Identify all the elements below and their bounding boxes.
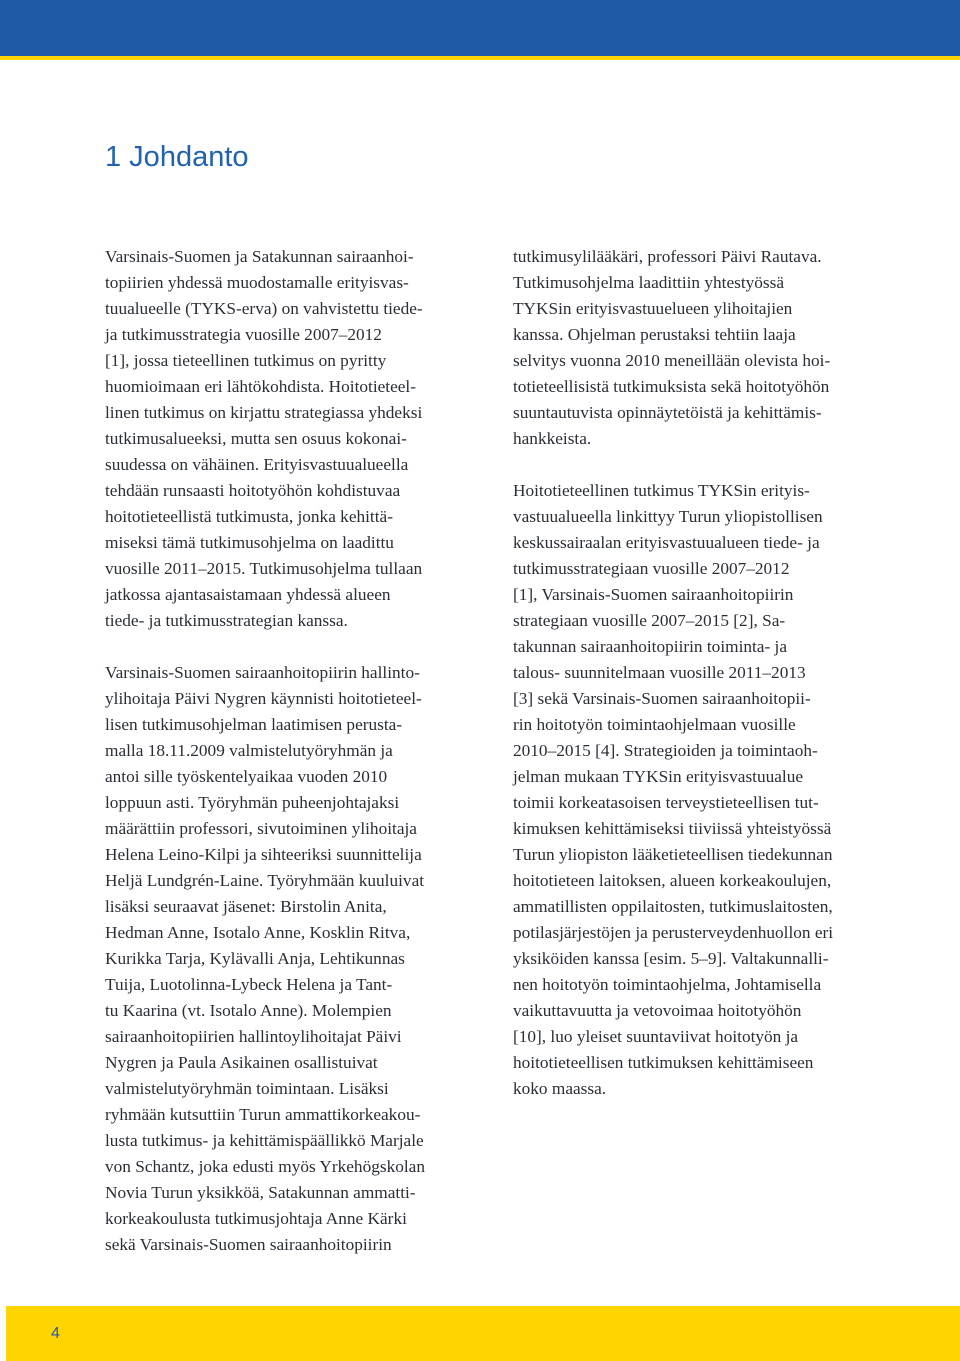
text-line: [10], luo yleiset suuntaviivat hoitotyön ja xyxy=(513,1027,799,1046)
text-line: von Schantz, joka edusti myös Yrkehögskolan xyxy=(105,1157,425,1176)
paragraph xyxy=(105,244,485,634)
text-line: 2010–2015 [4]. Strategioiden ja toimintaoh- xyxy=(513,741,818,760)
text-line: rin hoitotyön toimintaohjelmaan vuosille xyxy=(513,715,796,734)
text-line: [1], jossa tieteellinen tutkimus on pyritty xyxy=(105,351,387,370)
paragraph-gap xyxy=(513,452,893,478)
text-line: suudessa on vähäinen. Erityisvastuualueella xyxy=(105,455,409,474)
paragraph xyxy=(105,660,485,1258)
text-line: totieteellisistä tutkimuksista sekä hoitotyöhön xyxy=(513,377,830,396)
text-line: Varsinais-Suomen sairaanhoitopiirin hallinto- xyxy=(105,663,420,682)
text-line: sairaanhoitopiirien hallintoylihoitajat Päivi xyxy=(105,1027,402,1046)
text-line: Heljä Lundgrén-Laine. Työryhmään kuuluivat xyxy=(105,871,425,890)
page-number: 4 xyxy=(51,1325,60,1342)
text-line: hoitotieteellisen tutkimuksen kehittämiseen xyxy=(513,1053,814,1072)
text-line: ammatillisten oppilaitosten, tutkimuslaitosten, xyxy=(513,897,833,916)
text-line: valmistelutyöryhmän toimintaan. Lisäksi xyxy=(105,1079,389,1098)
paragraph xyxy=(513,244,893,452)
right-column xyxy=(513,244,893,1102)
text-line: takunnan sairaanhoitopiirin toiminta- ja xyxy=(513,637,788,656)
text-line: hoitotieteen laitoksen, alueen korkeakoulujen, xyxy=(513,871,832,890)
text-line: lusta tutkimus- ja kehittämispäällikkö Marjale xyxy=(105,1131,424,1150)
text-line: tutkimusalueeksi, mutta sen osuus kokonai- xyxy=(105,429,407,448)
paragraph xyxy=(513,478,893,1102)
text-line: ryhmään kutsuttiin Turun ammattikorkeakou- xyxy=(105,1105,421,1124)
text-line: ylihoitaja Päivi Nygren käynnisti hoitotieteel- xyxy=(105,689,422,708)
left-column xyxy=(105,244,485,1258)
text-line: Helena Leino-Kilpi ja sihteeriksi suunnittelija xyxy=(105,845,422,864)
text-line: malla 18.11.2009 valmistelutyöryhmän ja xyxy=(105,741,393,760)
text-line: potilasjärjestöjen ja perusterveydenhuollon eri xyxy=(513,923,834,942)
text-line: hoitotieteellistä tutkimusta, jonka kehittä- xyxy=(105,507,393,526)
text-line: sekä Varsinais-Suomen sairaanhoitopiirin xyxy=(105,1235,392,1254)
text-line: hankkeista. xyxy=(513,429,592,448)
text-line: Turun yliopiston lääketieteellisen tiedekunnan xyxy=(513,845,833,864)
text-line: Novia Turun yksikköä, Satakunnan ammatti- xyxy=(105,1183,416,1202)
paragraph-gap xyxy=(105,634,485,660)
text-line: Tuija, Luotolinna-Lybeck Helena ja Tant- xyxy=(105,975,393,994)
text-line: ja tutkimusstrategia vuosille 2007–2012 xyxy=(105,325,382,344)
text-line: loppuun asti. Työryhmän puheenjohtajaksi xyxy=(105,793,400,812)
text-line: Varsinais-Suomen ja Satakunnan sairaanhoi- xyxy=(105,247,414,266)
text-line: koko maassa. xyxy=(513,1079,607,1098)
text-line: huomioimaan eri lähtökohdista. Hoitotieteel- xyxy=(105,377,416,396)
text-line: Hoitotieteellinen tutkimus TYKSin erityis- xyxy=(513,481,810,500)
text-line: tutkimusstrategiaan vuosille 2007–2012 xyxy=(513,559,790,578)
text-line: Nygren ja Paula Asikainen osallistuivat xyxy=(105,1053,378,1072)
text-line: antoi sille työskentelyaikaa vuoden 2010 xyxy=(105,767,388,786)
text-line: lisäksi seuraavat jäsenet: Birstolin Anita, xyxy=(105,897,387,916)
text-line: keskussairaalan erityisvastuualueen tiede- ja xyxy=(513,533,820,552)
header-band xyxy=(0,0,960,56)
text-line: tehdään runsaasti hoitotyöhön kohdistuvaa xyxy=(105,481,401,500)
header-accent-line xyxy=(0,56,960,60)
text-line: nen hoitotyön toimintaohjelma, Johtamisella xyxy=(513,975,822,994)
text-line: [3] sekä Varsinais-Suomen sairaanhoitopii- xyxy=(513,689,811,708)
footer-band xyxy=(6,1306,960,1361)
text-line: vuosille 2011–2015. Tutkimusohjelma tullaan xyxy=(105,559,423,578)
text-line: TYKSin erityisvastuuelueen ylihoitajien xyxy=(513,299,793,318)
text-line: Tutkimusohjelma laadittiin yhtestyössä xyxy=(513,273,785,292)
text-line: yksiköiden kanssa [esim. 5–9]. Valtakunnalli- xyxy=(513,949,829,968)
text-line: topiirien yhdessä muodostamalle erityisvas- xyxy=(105,273,409,292)
text-line: tutkimusylilääkäri, professori Päivi Rautava. xyxy=(513,247,822,266)
text-line: jelman mukaan TYKSin erityisvastuualue xyxy=(513,767,804,786)
text-line: kimuksen kehittämiseksi tiiviissä yhteistyössä xyxy=(513,819,832,838)
text-line: Hedman Anne, Isotalo Anne, Kosklin Ritva, xyxy=(105,923,411,942)
text-line: Kurikka Tarja, Kylävalli Anja, Lehtikunnas xyxy=(105,949,405,968)
text-line: määrättiin professori, sivutoiminen ylihoitaja xyxy=(105,819,417,838)
text-line: kanssa. Ohjelman perustaksi tehtiin laaja xyxy=(513,325,796,344)
text-line: toimii korkeatasoisen terveystieteellisen tut- xyxy=(513,793,819,812)
text-line: jatkossa ajantasaistamaan yhdessä alueen xyxy=(105,585,391,604)
chapter-heading: 1 Johdanto xyxy=(105,141,249,173)
text-line: [1], Varsinais-Suomen sairaanhoitopiirin xyxy=(513,585,794,604)
text-line: tiede- ja tutkimusstrategian kanssa. xyxy=(105,611,348,630)
text-line: talous- suunnitelmaan vuosille 2011–2013 xyxy=(513,663,806,682)
text-line: suuntautuvista opinnäytetöistä ja kehittämis- xyxy=(513,403,822,422)
text-line: tuualueelle (TYKS-erva) on vahvistettu tiede- xyxy=(105,299,423,318)
text-line: korkeakoulusta tutkimusjohtaja Anne Kärki xyxy=(105,1209,407,1228)
text-line: strategiaan vuosille 2007–2015 [2], Sa- xyxy=(513,611,786,630)
text-line: linen tutkimus on kirjattu strategiassa yhdeksi xyxy=(105,403,423,422)
text-line: vaikuttavuutta ja vetovoimaa hoitotyöhön xyxy=(513,1001,802,1020)
text-line: miseksi tämä tutkimusohjelma on laadittu xyxy=(105,533,394,552)
text-line: tu Kaarina (vt. Isotalo Anne). Molempien xyxy=(105,1001,392,1020)
text-line: lisen tutkimusohjelman laatimisen perusta- xyxy=(105,715,403,734)
text-line: vastuualueella linkittyy Turun yliopistollisen xyxy=(513,507,823,526)
text-line: selvitys vuonna 2010 meneillään olevista hoi- xyxy=(513,351,831,370)
